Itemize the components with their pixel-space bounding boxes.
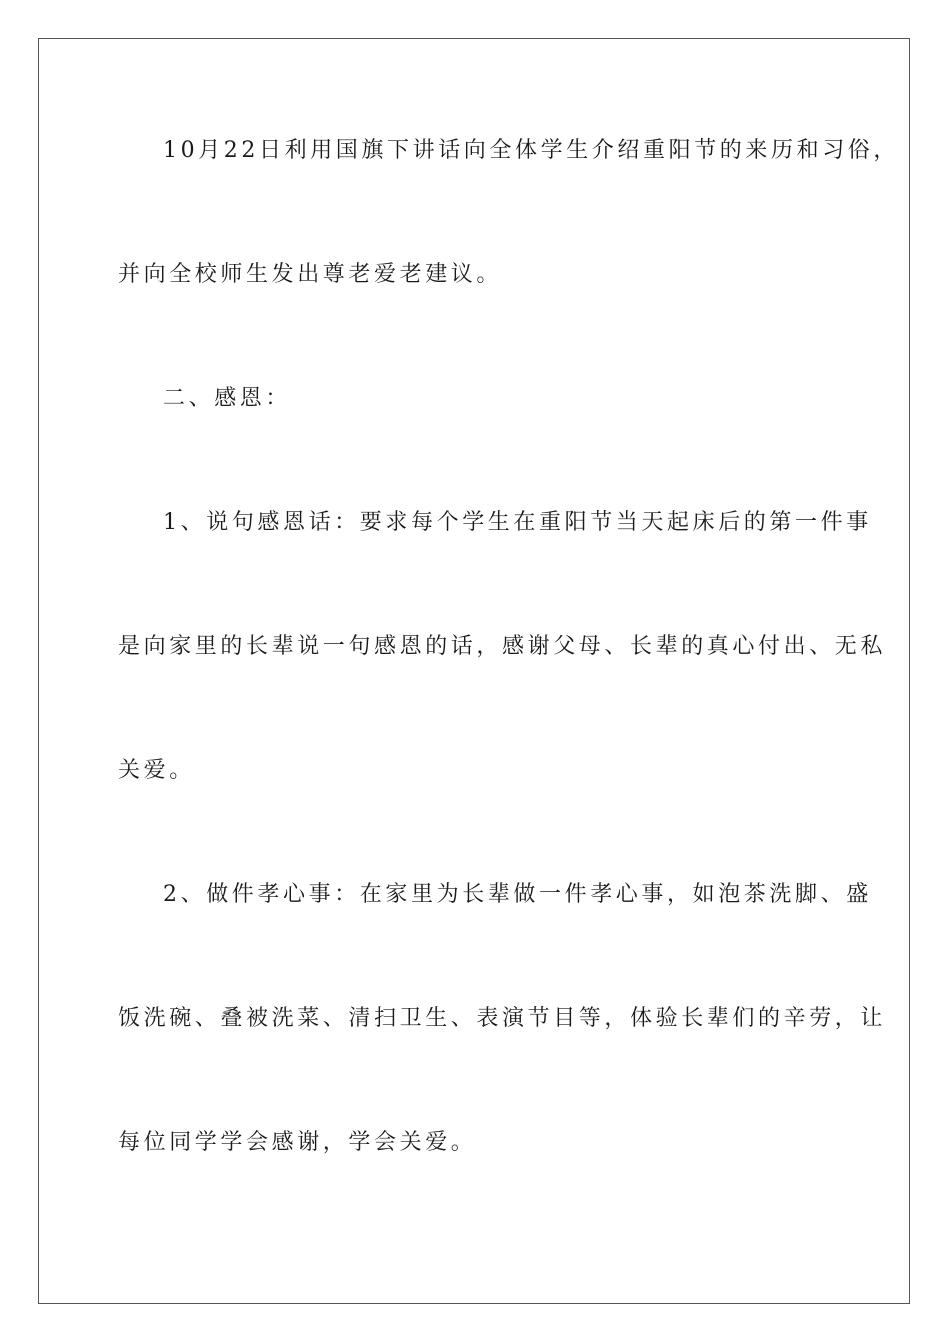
paragraph-line-2: 并向全校师生发出尊老爱老建议。 bbox=[118, 262, 503, 287]
paragraph-line-6: 关爱。 bbox=[118, 758, 195, 783]
paragraph-line-8: 饭洗碗、叠被洗菜、清扫卫生、表演节目等，体验长辈们的辛劳，让 bbox=[118, 1006, 887, 1031]
section-heading-gratitude: 二、感恩： bbox=[163, 386, 292, 411]
paragraph-line-7: 2、做件孝心事：在家里为长辈做一件孝心事，如泡茶洗脚、盛 bbox=[163, 882, 872, 907]
page-border bbox=[38, 38, 910, 1304]
paragraph-line-9: 每位同学学会感谢，学会关爱。 bbox=[118, 1130, 477, 1155]
paragraph-line-4: 1、说句感恩话：要求每个学生在重阳节当天起床后的第一件事 bbox=[163, 510, 872, 535]
paragraph-line-1: 10月22日利用国旗下讲话向全体学生介绍重阳节的来历和习俗， bbox=[163, 138, 899, 163]
paragraph-line-5: 是向家里的长辈说一句感恩的话，感谢父母、长辈的真心付出、无私 bbox=[118, 634, 887, 659]
